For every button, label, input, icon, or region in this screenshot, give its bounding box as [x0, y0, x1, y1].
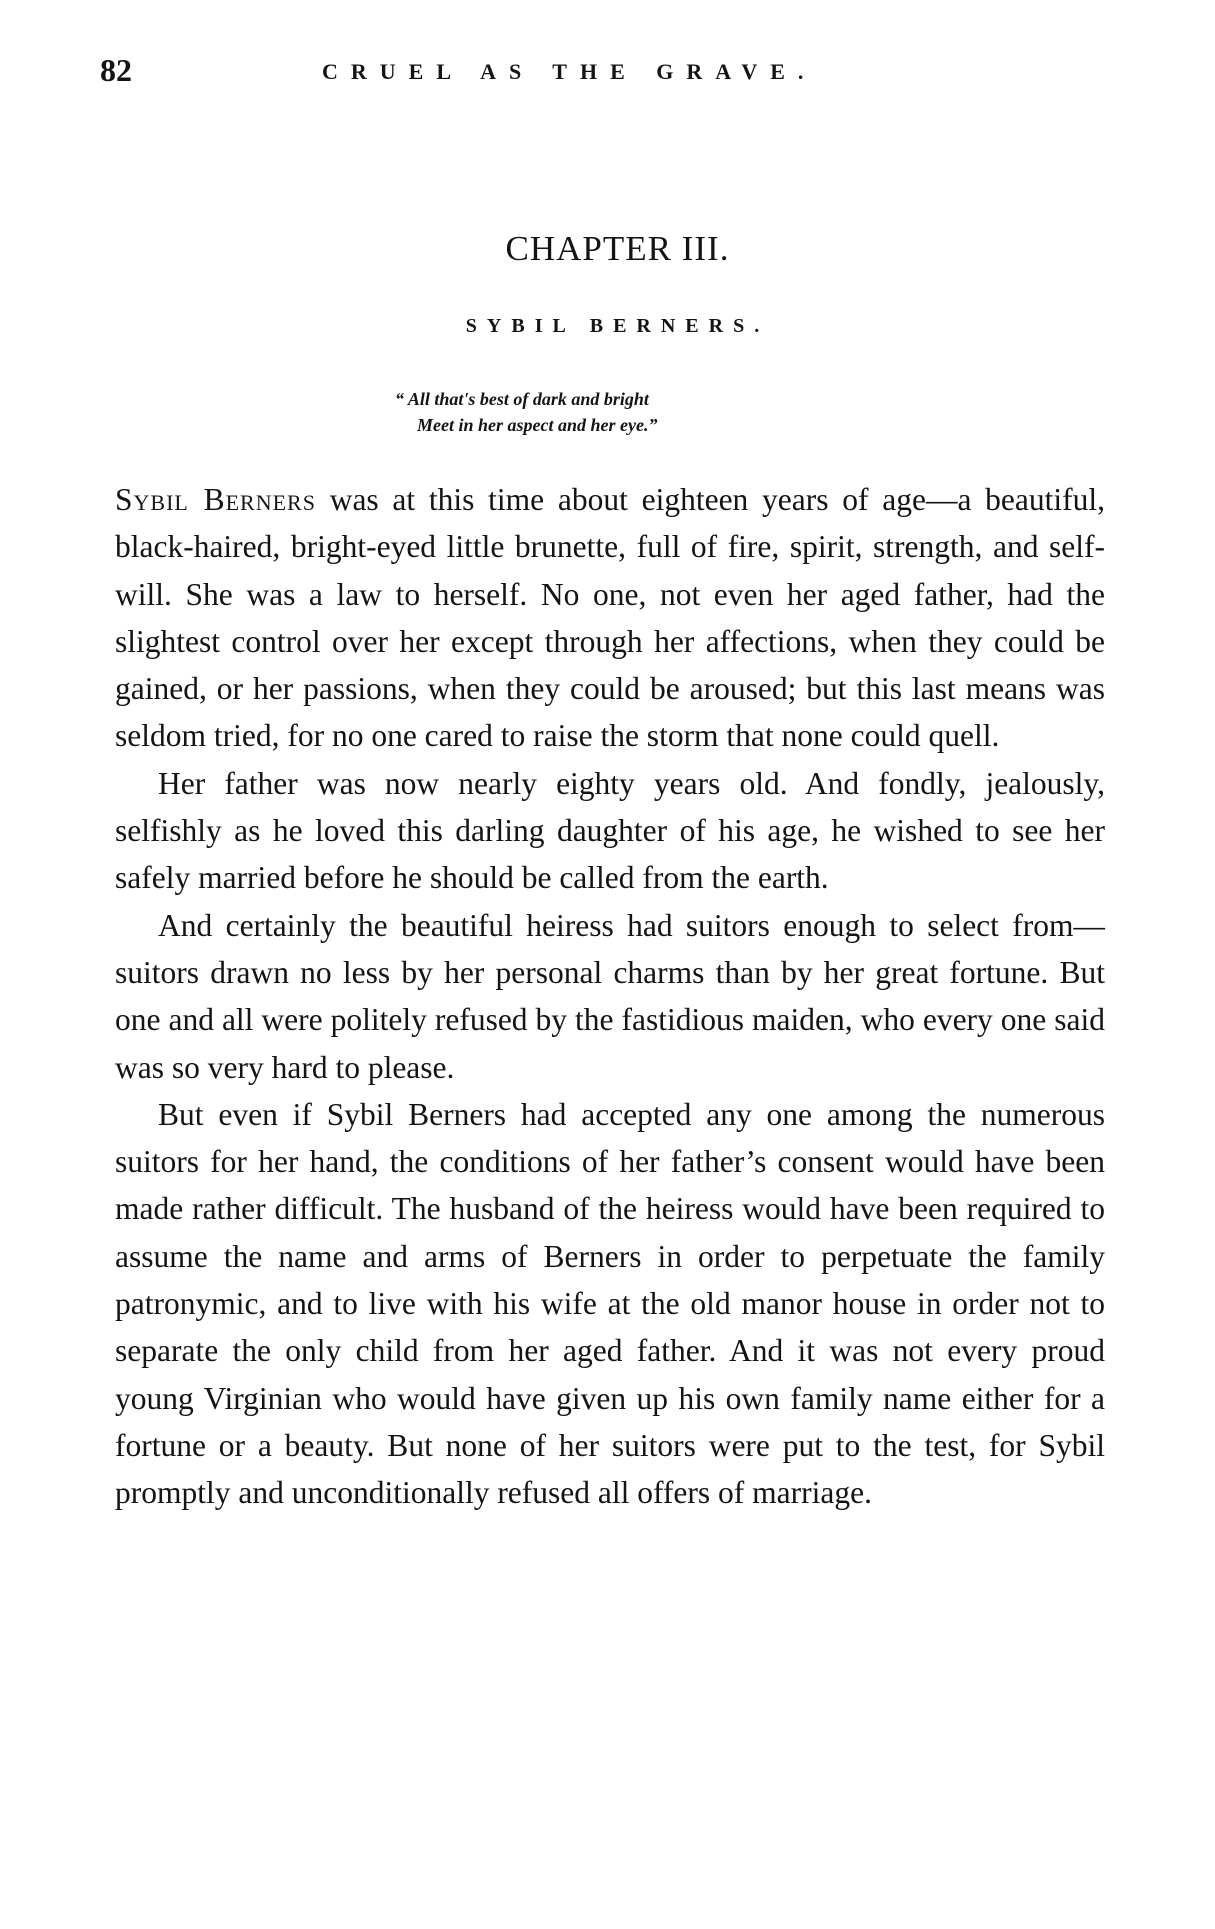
page-number: 82	[100, 52, 132, 88]
paragraph	[115, 476, 1105, 760]
epigraph	[395, 386, 875, 438]
chapter-subtitle: SYBIL BERNERS.	[465, 315, 770, 337]
opening-name: Sybil Berners	[115, 482, 316, 517]
epigraph-line: “ All that's best of dark and bright	[395, 389, 649, 409]
epigraph-line: Meet in her aspect and her eye.”	[417, 415, 658, 435]
paragraph: But even if Sybil Berners had accepted any one among the numerous suitors for her hand, the conditions of her father’s consent would have been made rather difficult. The husband of the heiress would have been required to assume the name and arms of Berners in order to perpetuate the family patronymic, and to live with his wife at the old manor house in order not to separate the only child from her aged father. And it was not every proud young Virginian who would have given up his own family name either for a fortune or a beauty. But none of her suitors were put to the test, for Sybil promptly and unconditionally refused all offers of marriage.	[115, 1096, 1105, 1511]
running-title: CRUEL AS THE GRAVE.	[322, 59, 817, 84]
paragraph: Her father was now nearly eighty years old. And fondly, jealously, selfishly as he loved this darling daughter of his age, he wished to see her safely married before he should be called from the earth.	[115, 765, 1105, 896]
body-text	[115, 476, 1105, 1517]
paragraph-text: was at this time about eighteen years of age—a beautiful, black-haired, bright-eyed little brunette, full of fire, spirit, strength, and self-will. She was a law to herself. No one, not even her aged father, had the slightest control over her except through her affections, when they could be gained, or her passions, when they could be aroused; but this last means was seldom tried, for no one cared to raise the storm that none could quell.	[115, 482, 1105, 754]
running-head	[100, 50, 980, 90]
chapter-title: CHAPTER III.	[505, 229, 730, 268]
paragraph: And certainly the beautiful heiress had suitors enough to select from—suitors drawn no less by her personal charms than by her great fortune. But one and all were politely refused by the fastidious maiden, who every one said was so very hard to please.	[115, 907, 1105, 1085]
